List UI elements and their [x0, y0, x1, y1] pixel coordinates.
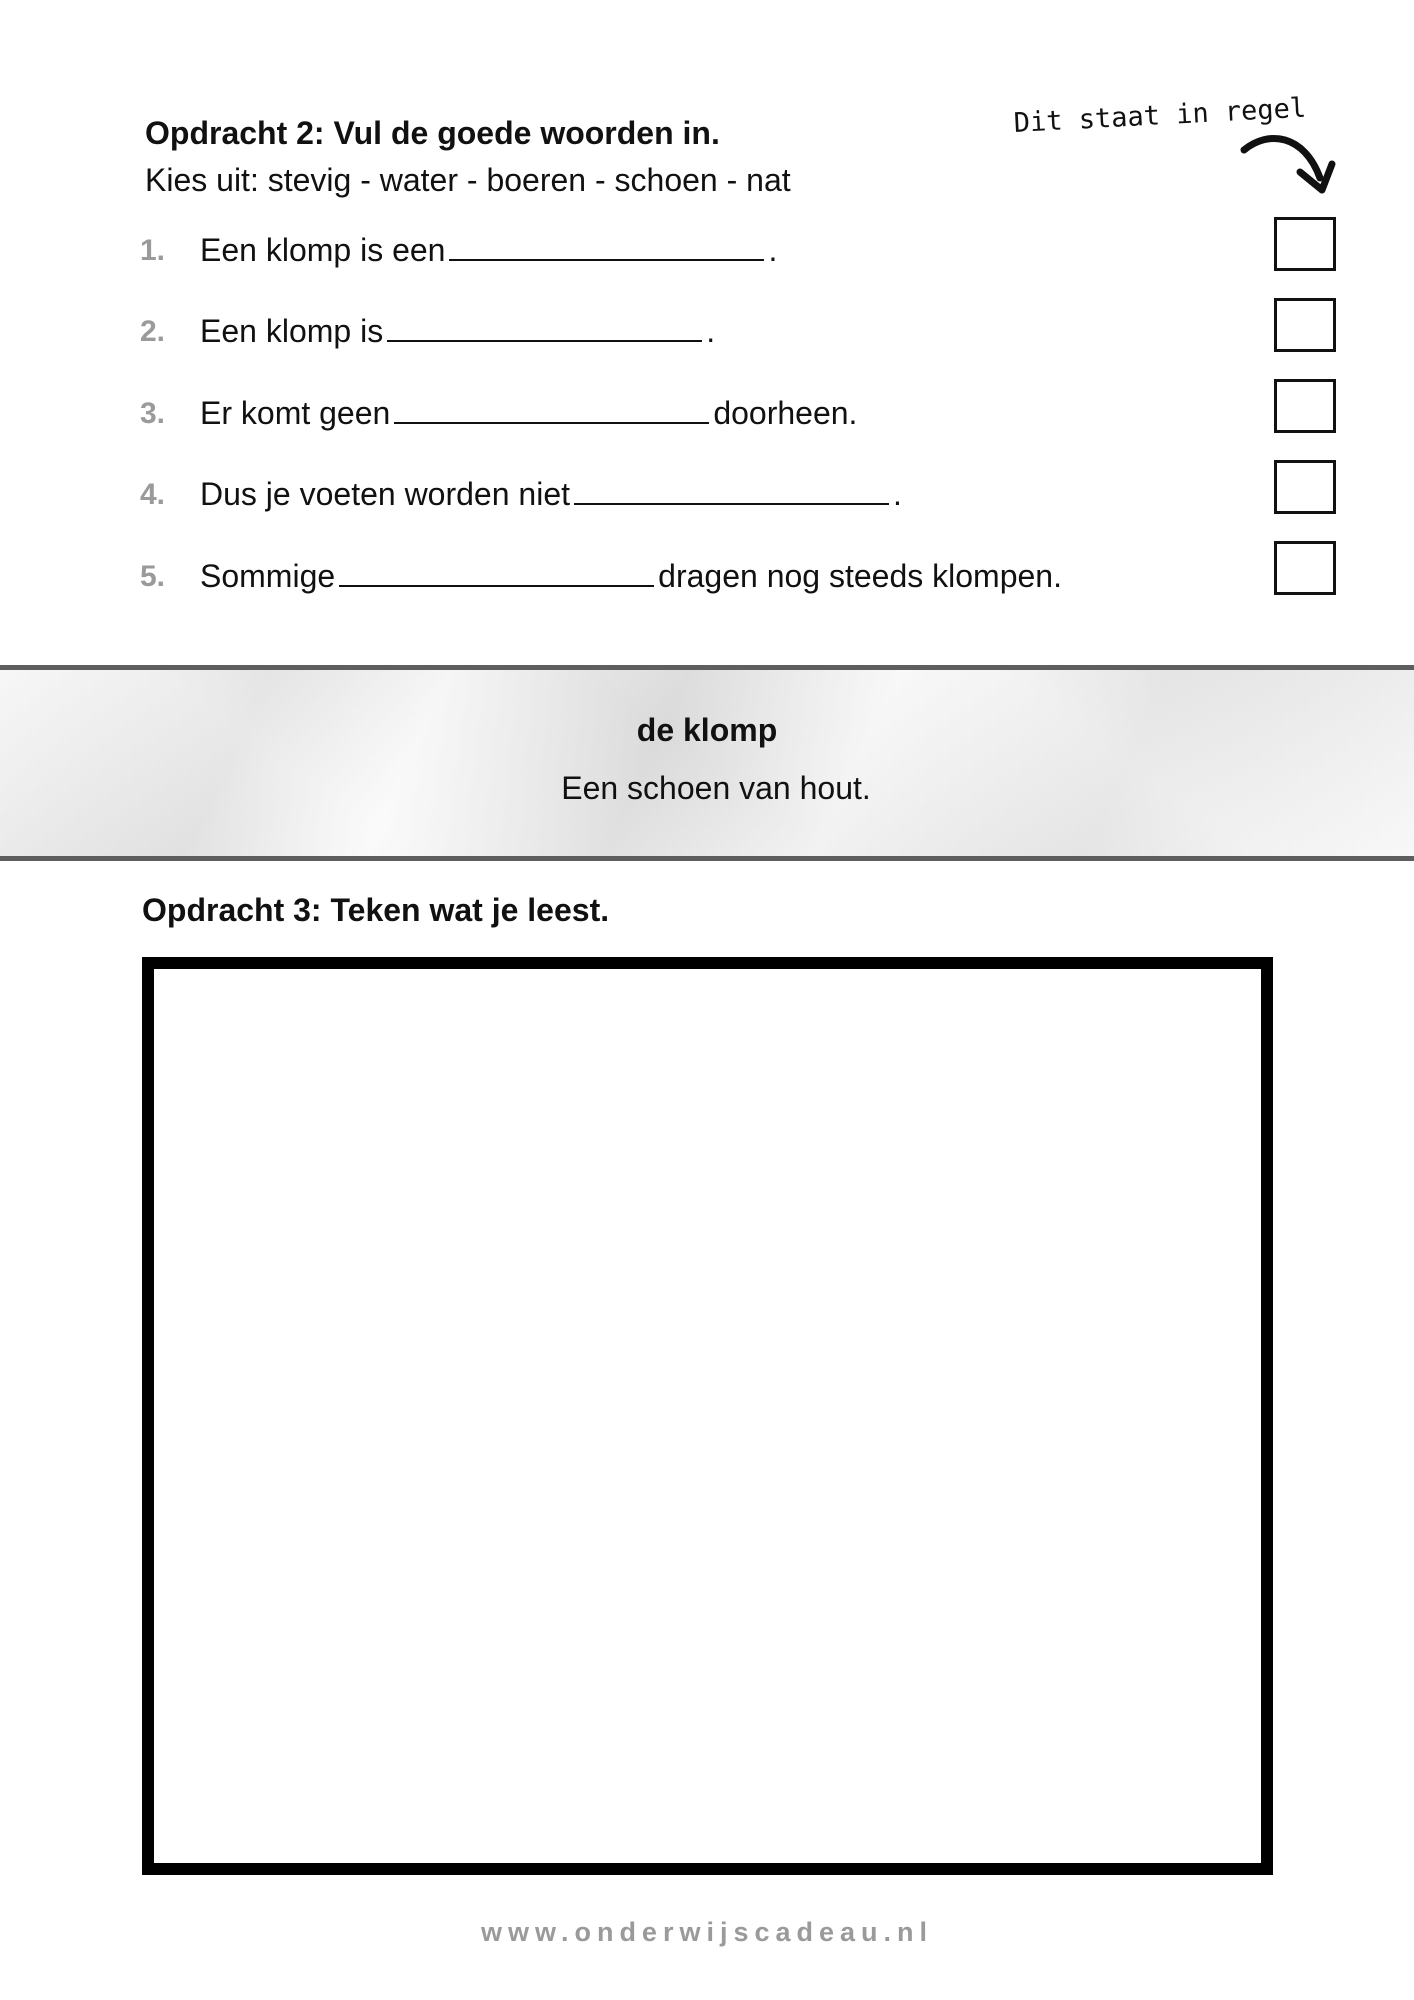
- checkbox-5[interactable]: [1274, 541, 1336, 595]
- question-text-after: .: [706, 313, 716, 349]
- question-text-after: dragen nog steeds klompen.: [658, 558, 1062, 594]
- answer-blank[interactable]: [574, 473, 889, 505]
- drawing-area[interactable]: [142, 957, 1273, 1875]
- definition-meaning: Een schoen van hout.: [561, 770, 871, 806]
- checkbox-4[interactable]: [1274, 460, 1336, 514]
- question-text-before: Een klomp is een: [200, 232, 446, 268]
- question-4: [0, 470, 1414, 520]
- exercise3-title: Opdracht 3: Teken wat je leest.: [142, 892, 610, 928]
- definition-band: [0, 665, 1414, 861]
- curved-arrow-icon: [1238, 128, 1338, 200]
- question-number: 4.: [140, 478, 166, 511]
- question-text-before: Er komt geen: [200, 395, 391, 431]
- answer-blank[interactable]: [394, 392, 709, 424]
- answer-blank[interactable]: [449, 229, 764, 261]
- question-5: [0, 552, 1414, 602]
- question-number: 2.: [140, 315, 166, 348]
- question-text-before: Sommige: [200, 558, 336, 594]
- question-text-after: doorheen.: [713, 395, 858, 431]
- checkbox-2[interactable]: [1274, 298, 1336, 352]
- question-text-after: .: [768, 232, 778, 268]
- definition-word: de klomp: [636, 712, 778, 748]
- line-reference-note: Dit staat in regel: [1013, 92, 1307, 139]
- answer-blank[interactable]: [339, 555, 654, 587]
- question-number: 1.: [140, 234, 166, 267]
- question-text-before: Een klomp is: [200, 313, 384, 349]
- question-number: 3.: [140, 397, 166, 430]
- word-choices: Kies uit: stevig - water - boeren - schoen - nat: [145, 162, 791, 198]
- checkbox-1[interactable]: [1274, 217, 1336, 271]
- question-2: [0, 307, 1414, 357]
- question-3: [0, 389, 1414, 439]
- answer-blank[interactable]: [387, 310, 702, 342]
- question-number: 5.: [140, 560, 166, 593]
- checkbox-3[interactable]: [1274, 379, 1336, 433]
- question-text-before: Dus je voeten worden niet: [200, 476, 570, 512]
- question-1: [0, 226, 1414, 276]
- exercise2-title: Opdracht 2: Vul de goede woorden in.: [145, 115, 720, 151]
- footer-url: www.onderwijscadeau.nl: [480, 1917, 934, 1947]
- question-text-after: .: [893, 476, 902, 512]
